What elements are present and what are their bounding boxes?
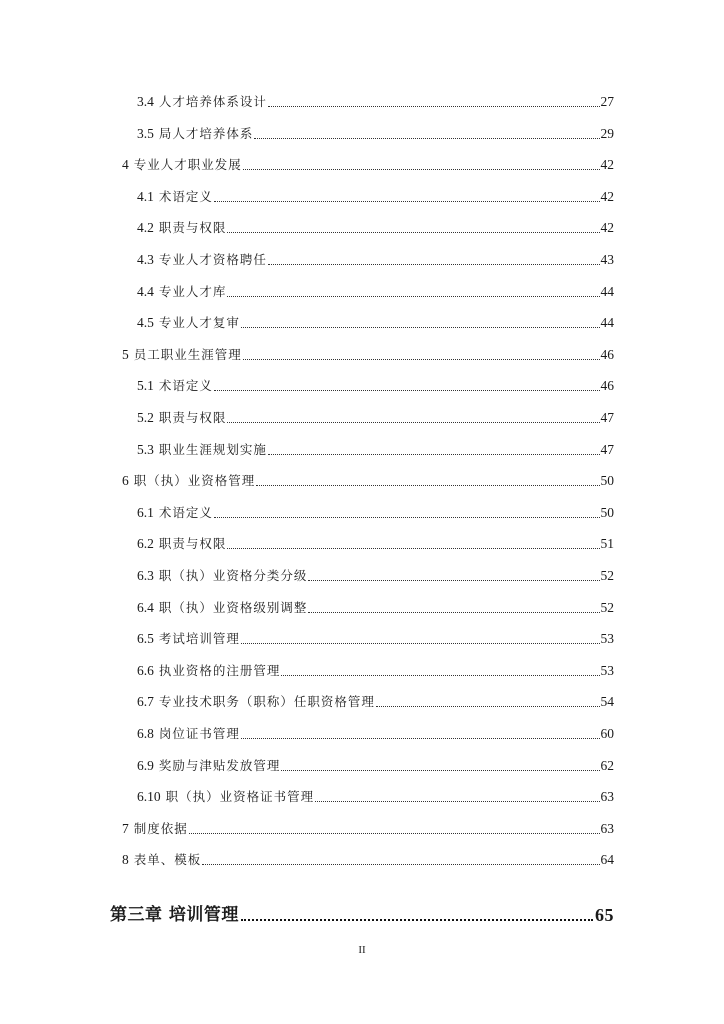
toc-entry-label <box>137 94 267 110</box>
toc-entry[interactable] <box>122 850 614 868</box>
toc-entry-number: 6.9 <box>137 757 154 773</box>
toc-entry-label <box>137 410 226 426</box>
toc-entry-number: 4.1 <box>137 188 154 204</box>
toc-entry-label <box>122 473 255 489</box>
toc-entry-page-number: 42 <box>600 220 614 236</box>
toc-entry[interactable] <box>122 345 614 363</box>
toc-entry-label <box>137 663 280 679</box>
toc-entry[interactable] <box>137 440 614 458</box>
toc-entry-number: 6.6 <box>137 662 154 678</box>
toc-entry-page-number: 27 <box>600 94 614 109</box>
toc-entry[interactable] <box>137 92 614 110</box>
toc-entry[interactable] <box>137 566 614 584</box>
toc-entry[interactable] <box>122 819 614 837</box>
toc-entry-page-number: 46 <box>600 346 614 362</box>
toc-entry-label <box>137 442 267 458</box>
toc-entry[interactable] <box>122 155 614 173</box>
toc-entry-number: 4.5 <box>137 315 154 331</box>
toc-entry-page-number: 42 <box>600 188 614 204</box>
toc-entry-label <box>122 821 188 837</box>
toc-entry-label <box>137 220 226 236</box>
toc-entry-title: 员工职业生涯管理 <box>133 346 242 362</box>
toc-entry[interactable] <box>137 724 614 742</box>
toc-entry-title: 制度依据 <box>133 820 188 836</box>
toc-entry-number: 7 <box>122 820 129 836</box>
dot-leader <box>214 517 600 518</box>
toc-entry-title: 表单、模板 <box>133 852 202 868</box>
chapter-label: 第三章 培训管理 <box>110 905 239 925</box>
toc-entry-title: 局人才培养体系 <box>158 125 254 141</box>
dot-leader <box>281 770 599 771</box>
toc-entry[interactable] <box>137 692 614 710</box>
dot-leader <box>227 548 599 549</box>
dot-leader <box>254 138 599 139</box>
toc-entry[interactable] <box>137 629 614 647</box>
toc-entry[interactable] <box>122 471 614 489</box>
toc-entry-label <box>137 568 307 584</box>
toc-entry-number: 6.4 <box>137 599 154 615</box>
toc-entry-number: 6.8 <box>137 726 154 741</box>
toc-entry-title: 专业人才职业发展 <box>133 157 242 173</box>
dot-leader <box>243 169 600 170</box>
dot-leader <box>241 738 600 739</box>
toc-entry-label <box>137 631 240 647</box>
toc-entry-label <box>137 726 240 742</box>
toc-entry-title: 执业资格的注册管理 <box>158 662 281 678</box>
toc-entry-label <box>137 789 314 805</box>
dot-leader <box>189 833 600 834</box>
toc-entry-label <box>137 126 253 142</box>
toc-entry-title: 专业人才库 <box>158 283 227 299</box>
toc-entry-label <box>137 758 280 774</box>
toc-entry-number: 4.4 <box>137 283 154 299</box>
toc-entry-title: 职业生涯规划实施 <box>158 441 267 457</box>
toc-entry-page-number: 50 <box>600 473 614 489</box>
toc-chapter-entry[interactable] <box>110 900 614 926</box>
toc-entry-title: 术语定义 <box>158 504 213 520</box>
toc-entry-page-number: 54 <box>600 694 614 710</box>
dot-leader <box>268 454 600 455</box>
toc-entry-page-number: 43 <box>600 252 614 267</box>
toc-entry-number: 3.4 <box>137 94 154 109</box>
toc-entry-title: 职（执）业资格证书管理 <box>165 789 315 805</box>
toc-entry[interactable] <box>137 534 614 552</box>
toc-entry-number: 5.1 <box>137 378 154 394</box>
toc-entry[interactable] <box>137 787 614 805</box>
toc-entry-page-number: 62 <box>600 757 614 773</box>
dot-leader <box>308 580 599 581</box>
toc-entry-title: 专业人才复审 <box>158 315 240 331</box>
toc-entry-label <box>137 284 226 300</box>
toc-entry-title: 职责与权限 <box>158 536 227 552</box>
toc-entry[interactable] <box>137 408 614 426</box>
toc-entry-title: 职责与权限 <box>158 410 227 425</box>
page-footer-number: II <box>358 944 366 956</box>
toc-entry-number: 6.3 <box>137 568 154 583</box>
toc-entry-title: 专业人才资格聘任 <box>158 252 267 267</box>
dot-leader <box>214 201 600 202</box>
chapter-page-number: 65 <box>595 905 614 925</box>
dot-leader <box>308 612 599 613</box>
toc-entry[interactable] <box>137 187 614 205</box>
toc-entry-number: 4.2 <box>137 220 154 236</box>
toc-entry-title: 专业技术职务（职称）任职资格管理 <box>158 694 375 710</box>
toc-entry-label <box>137 505 213 521</box>
toc-entry[interactable] <box>137 756 614 774</box>
toc-entry-label <box>137 378 213 394</box>
dot-leader <box>227 232 599 233</box>
toc-entry[interactable] <box>137 376 614 394</box>
dot-leader <box>376 706 600 707</box>
toc-entry-title: 考试培训管理 <box>158 631 240 647</box>
toc-entry-number: 4.3 <box>137 252 154 267</box>
toc-entry-number: 8 <box>122 852 129 868</box>
dot-leader <box>256 485 599 486</box>
dot-leader <box>243 359 600 360</box>
dot-leader <box>227 296 599 297</box>
toc-entry-page-number: 47 <box>600 441 614 457</box>
toc-entry-label <box>122 347 242 363</box>
toc-entry-number: 6.1 <box>137 504 154 520</box>
toc-entry-label <box>137 315 240 331</box>
dot-leader <box>241 919 593 921</box>
toc-entry-number: 3.5 <box>137 125 154 141</box>
toc-entry-title: 职（执）业资格级别调整 <box>158 599 308 615</box>
toc-entry-number: 6.2 <box>137 536 154 552</box>
toc-entry-page-number: 51 <box>600 536 614 552</box>
toc-entry-title: 术语定义 <box>158 378 213 394</box>
toc-entry-label <box>137 600 307 616</box>
toc-entry-number: 5.2 <box>137 410 154 425</box>
toc-entry-page-number: 29 <box>600 125 614 141</box>
toc-entry-page-number: 47 <box>600 410 614 425</box>
toc-entry-number: 6.7 <box>137 694 154 710</box>
toc-entry-page-number: 44 <box>600 315 614 331</box>
dot-leader <box>202 864 599 865</box>
toc-entry-page-number: 50 <box>600 504 614 520</box>
toc-entry-page-number: 46 <box>600 378 614 394</box>
dot-leader <box>268 264 600 265</box>
toc-entry-page-number: 53 <box>600 662 614 678</box>
toc-entry-title: 职责与权限 <box>158 220 227 236</box>
toc-entry-title: 奖励与津贴发放管理 <box>158 757 281 773</box>
dot-leader <box>241 327 600 328</box>
toc-entry-label <box>137 536 226 552</box>
toc-entry-title: 职（执）业资格分类分级 <box>158 568 308 583</box>
toc-entry-label <box>122 157 242 173</box>
toc-entry-page-number: 42 <box>600 157 614 173</box>
dot-leader <box>315 801 599 802</box>
toc-entry-number: 5 <box>122 346 129 362</box>
toc-entry-title: 岗位证书管理 <box>158 726 240 741</box>
toc-entry-page-number: 44 <box>600 283 614 299</box>
toc-entry-page-number: 53 <box>600 631 614 647</box>
dot-leader <box>227 422 599 423</box>
dot-leader <box>268 106 600 107</box>
toc-entry-page-number: 52 <box>600 568 614 583</box>
toc-entry[interactable] <box>137 313 614 331</box>
dot-leader <box>241 643 600 644</box>
toc-entry-title: 人才培养体系设计 <box>158 94 267 109</box>
toc-entry-label <box>137 694 375 710</box>
toc-entry-page-number: 52 <box>600 599 614 615</box>
toc-entry-number: 5.3 <box>137 441 154 457</box>
toc-entry[interactable] <box>137 503 614 521</box>
toc-entry[interactable] <box>137 124 614 142</box>
toc-entry-number: 6 <box>122 473 129 489</box>
toc-entry-title: 术语定义 <box>158 188 213 204</box>
toc-entry-number: 6.5 <box>137 631 154 647</box>
toc-entry-page-number: 63 <box>600 789 614 805</box>
toc-entry-page-number: 64 <box>600 852 614 868</box>
toc-entry[interactable] <box>137 218 614 236</box>
toc-entry-number: 6.10 <box>137 789 161 805</box>
toc-entry[interactable] <box>137 282 614 300</box>
toc-entry-page-number: 60 <box>600 726 614 741</box>
toc-entry-page-number: 63 <box>600 820 614 836</box>
toc-entry-label <box>137 189 213 205</box>
toc-entry[interactable] <box>137 598 614 616</box>
toc-entry[interactable] <box>137 661 614 679</box>
toc-entry[interactable] <box>137 250 614 268</box>
toc-entry-label <box>137 252 267 268</box>
toc-entry-number: 4 <box>122 157 129 173</box>
dot-leader <box>214 390 600 391</box>
dot-leader <box>281 675 599 676</box>
toc-entry-label <box>122 852 201 868</box>
toc-entry-title: 职（执）业资格管理 <box>133 473 256 489</box>
